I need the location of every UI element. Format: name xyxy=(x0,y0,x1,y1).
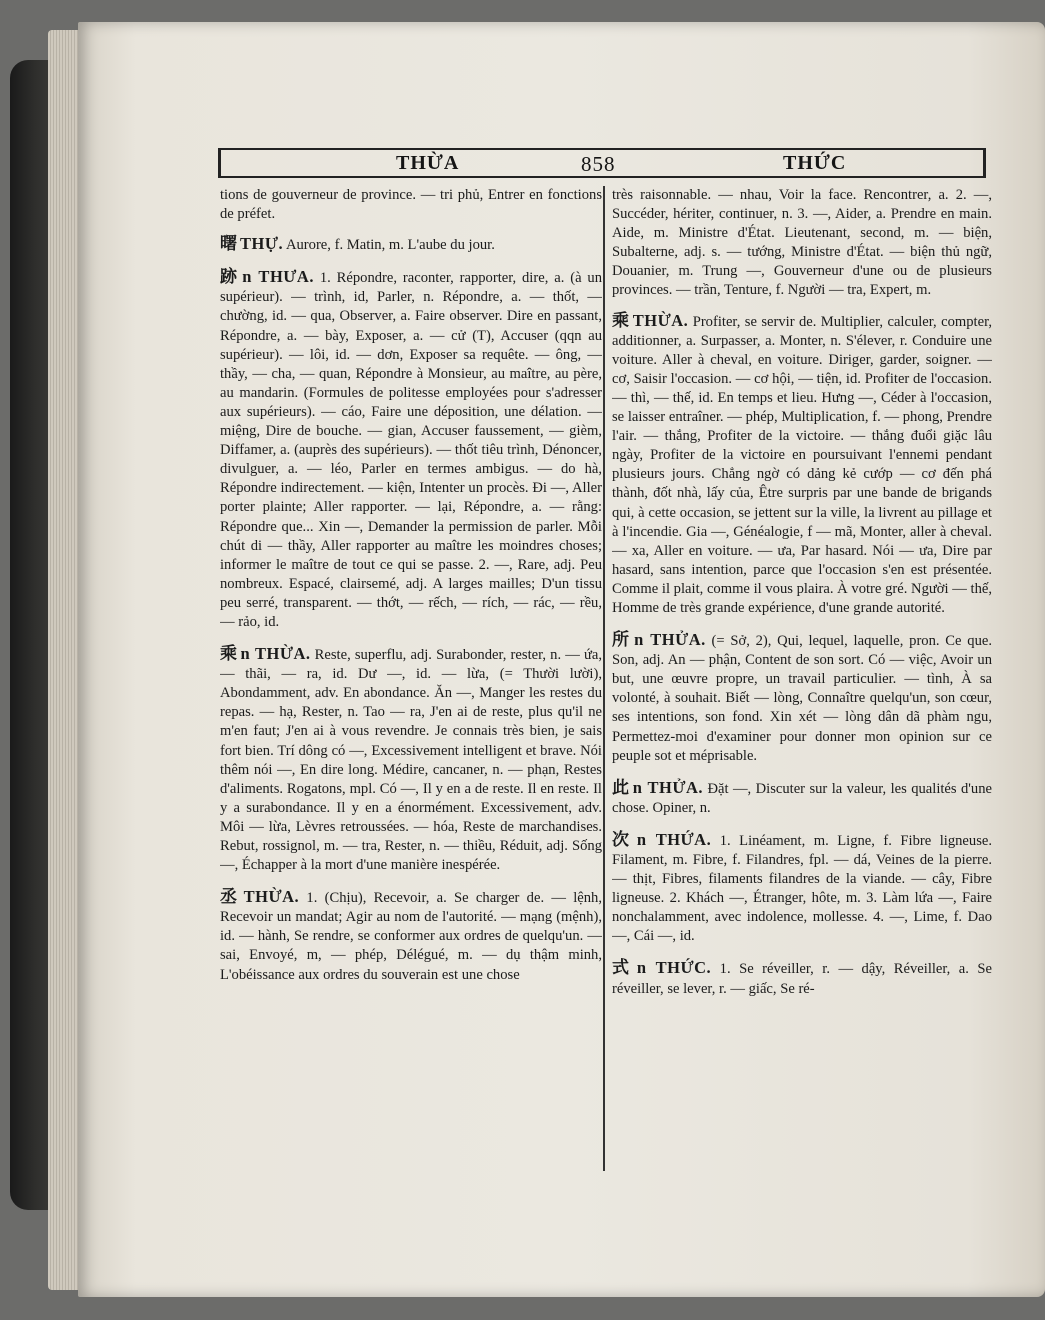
entry-chinese-character: 此 xyxy=(612,777,630,798)
entry-chinese-character: 次 xyxy=(612,829,634,850)
entry-text: Aurore, f. Matin, m. L'aube du jour. xyxy=(285,237,495,254)
dictionary-entry xyxy=(612,958,992,998)
entry-text: tions de gouverneur de province. — tri phủ, Entrer en fonctions de préfet. xyxy=(220,187,602,223)
running-head xyxy=(218,148,986,178)
dictionary-entry xyxy=(612,311,992,619)
entry-text: Profiter, se servir de. Multiplier, calculer, compter, additionner, a. Surpasser, a. Monter, n. S'élever, r. Conduire une voiture. Aller à cheval, en voiture. Diriger, garder, soigner. — cơ, Saisir l'occasion. — cơ hội, — tiện, id. Profiter de l'occasion. — thì, — thế, id. En temps et lieu. Hưng —, Céder à l'occasion, se laisser entraîner. — phép, Multiplication, f. — phong, Prendre l'air. — thắng, Profiter de la victoire. — thắng đuổi giặc lâu ngày, Profiter de la victoire en poursuivant l'ennemi pendant plusieurs jours. Chẳng ngờ có dảng kẻ cướp — cơ đến phá thành, đốt nhà, lấy của, Être surpris par une bande de brigands qui, à cette occasion, se jettent sur la ville, la livrent au pillage et à l'incendie. Gia —, Généalogie, f — mã, Monter, aller à cheval. — xa, Aller en voiture. — ưa, Par hasard. Nói — ưa, Dire par hasard, sans intention, parce que l'occasion s'en est présentée. Comme il plait, comme il vous plaira. À votre gré. Người — thế, Homme de très grande expérience, d'une grande autorité. xyxy=(612,313,992,616)
entry-text: 1. Linéament, m. Ligne, f. Fibre ligneuse. Filament, m. Fibre, f. Filandres, fpl. — dá, Veines de la pierre. — thịt, Fibres, filaments filandres de la viande. — cây, Fibre ligneuse. 2. Khách —, Étranger, hôte, m. 3. Làm lứa —, Faire nonchalamment, avec indolence, mollesse. 4. —, Lime, f. Dao —, Cái —, id. xyxy=(612,832,992,945)
entry-text: Reste, superflu, adj. Surabonder, rester, n. — ứa, — thãi, — ra, id. Dư —, id. — lừa, (= Thười lười), Abondamment, adv. En abondance. Ăn —, Manger les restes du repas. — hạ, Rester, n. Tao — ra, J'en ai de reste, plus qu'il ne m'en faut; J'en ai à vous revendre. Je connais très bien, je sais fort bien. Trí dông có —, Excessivement intelligent et brave. Nói thêm nói —, En dire long. Médire, cancaner, n. — phạn, Restes d'aliments. Rogatons, mpl. Có —, Il y en a de reste. Il en reste. Il y a surabondance. Il y en a énormément. Excessivement, adv. Môi — lừa, Lèvres retroussées. — hóa, Reste de marchandises. Rebut, rossignol, m. — tra, Rester, n. — thiều, Réduit, adj. Sống —, Échapper à la mort d'une manière inespérée. xyxy=(220,647,602,874)
entry-text: 1. (Chịu), Recevoir, a. Se charger de. — lệnh, Recevoir un mandat; Agir au nom de l'autorité. — mạng (mệnh), id. — hành, Se rendre, se conformer aux ordres de quelqu'un. — sai, Envoyé, m, — phép, Délégué, m. — dụ thậm minh, L'obéissance aux ordres du souverain est une chose xyxy=(220,890,602,983)
entry-continuation xyxy=(612,186,992,301)
dictionary-entry xyxy=(220,887,602,984)
entry-text: (= Sở, 2), Qui, lequel, laquelle, pron. Ce que. Son, adj. An — phận, Content de son sort. Có — việc, Avoir un but, une œuvre propre, un travail particulier. — tình, À sa volonté, à souhait. Biết — lòng, Connaître quelqu'un, son cœur, ses intentions, son fond. Xin xét — lòng dân dã phàm ngu, Permettez-moi d'examiner pour donner mon opinion sur ce peuple sot et méprisable. xyxy=(612,633,992,764)
entry-headword: n THỨC. xyxy=(636,958,712,978)
entry-chinese-character: 丞 xyxy=(220,887,241,908)
entry-headword: THỪA. xyxy=(243,887,300,907)
entry-text: Đặt —, Discuter sur la valeur, les qualités d'une chose. Opiner, n. xyxy=(612,780,992,816)
dictionary-entry xyxy=(220,644,602,875)
entry-headword: n THỬA. xyxy=(632,777,704,797)
dictionary-entry xyxy=(612,778,992,818)
entry-text: très raisonnable. — nhau, Voir la face. Rencontrer, a. 2. —, Succéder, hériter, continuer, n. 3. —, Aider, a. Prendre en main. Aide, m. Ministre d'État. Lieutenant, second, m. — biện, Subalterne, adj. s. — tướng, Ministre d'État. — biện thủ ngữ, Douanier, m. Trung —, Gouverneur d'une ou de plusieurs provinces. — trần, Tenture, f. Người — tra, Expert, m. xyxy=(612,187,992,299)
dictionary-entry xyxy=(220,267,602,632)
entry-headword: n THƯA. xyxy=(242,267,314,287)
entry-chinese-character: 曙 xyxy=(220,234,237,255)
entry-headword: n THỬA. xyxy=(634,630,706,650)
left-column xyxy=(220,186,602,1181)
column-divider xyxy=(603,186,605,1171)
entry-headword: n THỨA. xyxy=(636,829,712,849)
dictionary-entry xyxy=(220,234,602,255)
entry-text: 1. Se réveiller, r. — dậy, Réveiller, a. Se réveiller, se lever, r. — giấc, Se ré- xyxy=(612,961,992,997)
entry-headword: n THỪA. xyxy=(240,644,311,664)
entry-chinese-character: 乘 xyxy=(612,310,630,331)
running-head-right-word: THỨC xyxy=(783,152,847,174)
dictionary-entry xyxy=(612,830,992,947)
right-column xyxy=(612,186,992,1181)
page-number: 858 xyxy=(581,152,616,176)
entry-chinese-character: 所 xyxy=(612,630,632,651)
entry-headword: THỰ. xyxy=(240,234,284,254)
entry-text: 1. Répondre, raconter, rapporter, dire, a. (à un supérieur). — trình, id, Parler, n. Répondre, a. — thốt, — chường, id. — qua, Observer, a. Faire observer. Dire en passant, Répondre, a. — bày, Exposer, a. — cử (T), Accuser (qqn au supérieur). — lôi, id. — dơn, Exposer sa requête. — ông, — thầy, — cha, — quan, Répondre à Monsieur, au maître, au père, au mandarin. (Formules de politesse employées pour s'adresser aux supérieurs). — cáo, Faire une déposition, une délation. — miệng, Dire de bouche. — gian, Accuser faussement, — gièm, Diffamer, a. (auprès des supérieurs). — thốt tiêu trình, Dénoncer, divulguer, a. — léo, Parler en termes ambigus. — do hà, Répondre indirectement. — kiện, Intenter un procès. Đi —, Aller porter plainte; Aller rapporter. — lại, Répondre, a. — rằng: Répondre que... Xin —, Demander la permission de parler. Mỗi chút di — thầy, Aller rapporter au maître les moindres choses; informer le maître de tout ce qui se passe. 2. —, Rare, adj. Peu nombreux. Espacé, clairsemé, adj. A larges mailles; D'un tissu peu serré, transparent. — thớt, — rếch, — rích, — rác, — rều, — rảo, id. xyxy=(220,270,602,630)
running-head-left-word: THỪA xyxy=(396,152,460,174)
entry-chinese-character: 式 xyxy=(612,958,634,979)
dictionary-entry xyxy=(612,630,992,766)
entry-chinese-character: 跡 xyxy=(220,267,240,288)
entry-chinese-character: 乘 xyxy=(220,644,238,665)
entry-headword: THỪA. xyxy=(632,310,689,330)
entry-continuation xyxy=(220,186,602,224)
